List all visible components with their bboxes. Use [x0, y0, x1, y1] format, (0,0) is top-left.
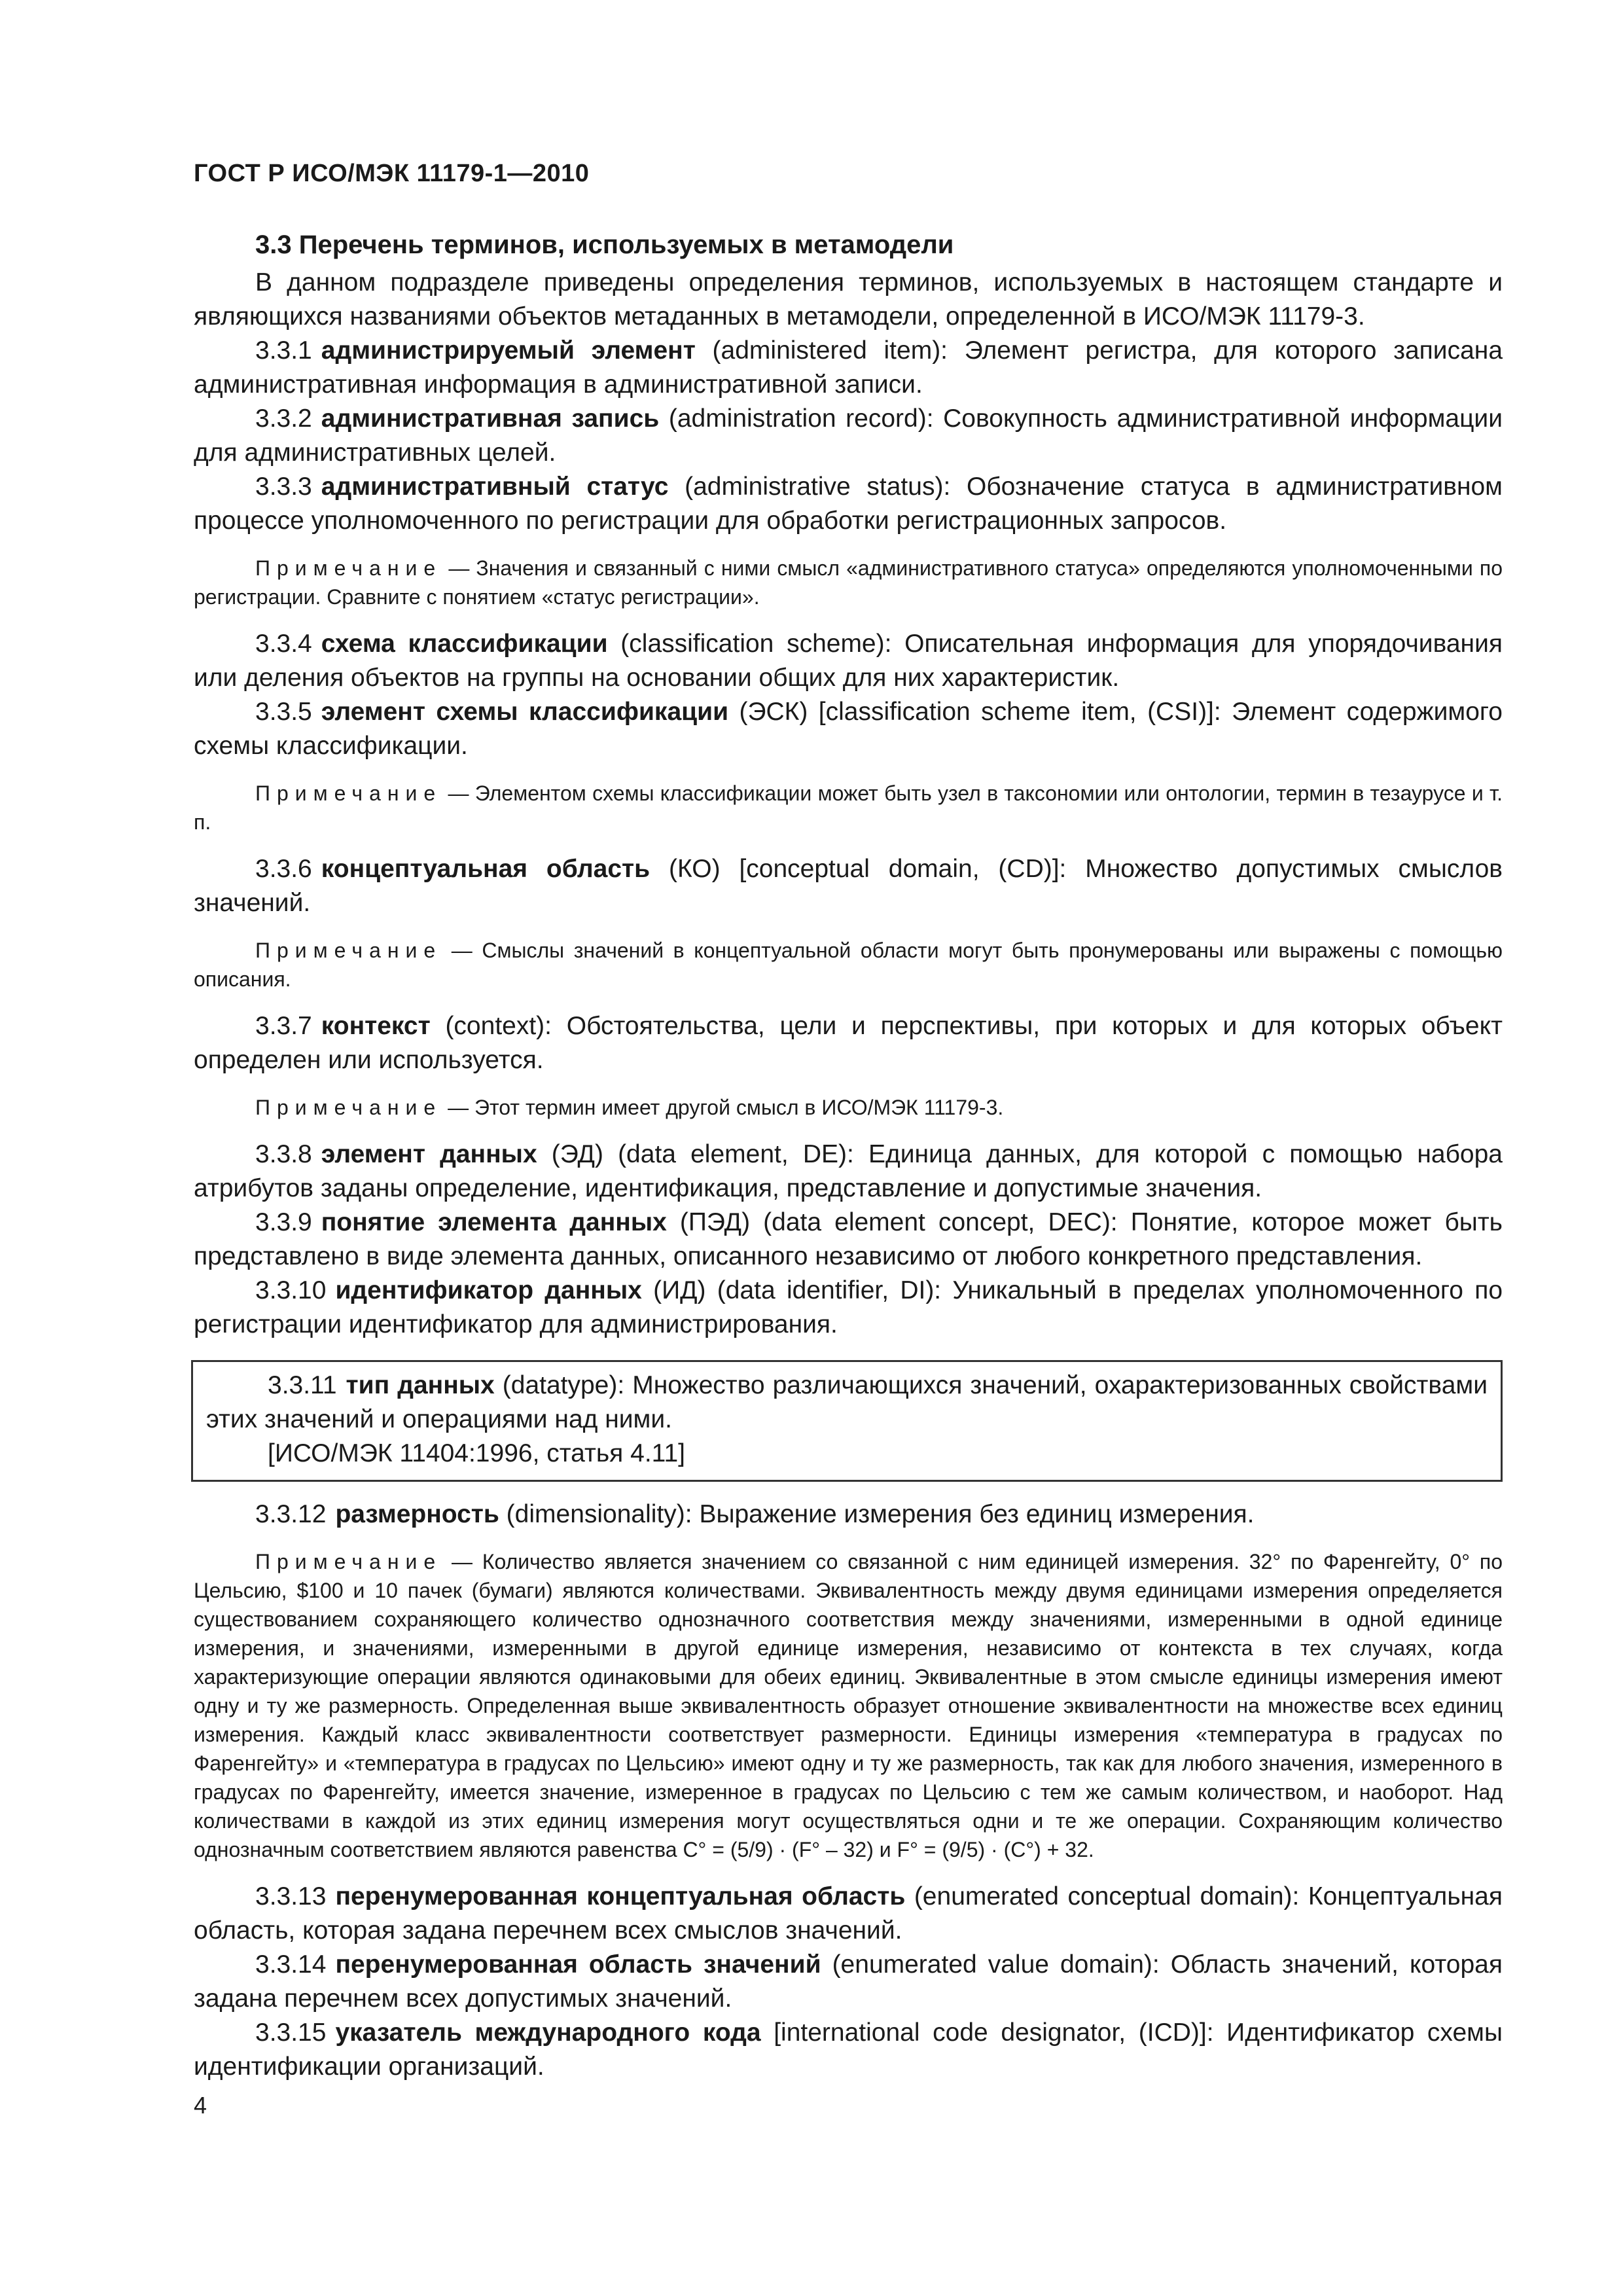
term-list: [194, 334, 1503, 2084]
term-definition: [194, 334, 1503, 402]
term-number: 3.3.2: [255, 404, 312, 433]
term-name: идентификатор данных: [335, 1276, 642, 1304]
term-text: (enumerated conceptual domain): Концептуальная область, которая задана перечнем всех смыслов значений.: [194, 1882, 1503, 1945]
term-text: (classification scheme): Описательная информация для упорядочивания или деления объектов на группы на основании общих для них характеристик.: [194, 630, 1503, 692]
term-entry: [194, 1498, 1503, 1864]
document-body: [194, 228, 1503, 2084]
term-definition: [206, 1369, 1488, 1437]
term-name: концептуальная область: [321, 855, 651, 883]
note-text: — Смыслы значений в концептуальной области могут быть пронумерованы или выражены с помощью описания.: [194, 939, 1503, 991]
term-definition: [194, 1498, 1503, 1532]
term-entry: [194, 402, 1503, 470]
term-note: [194, 779, 1503, 836]
page-number: 4: [194, 2092, 207, 2119]
term-entry: [194, 334, 1503, 402]
term-text: (ПЭД) (data element concept, DEC): Понятие, которое может быть представлено в виде элемента данных, описанного независимо от любого конкретного представления.: [194, 1208, 1503, 1270]
note-text: — Количество является значением со связанной с ним единицей измерения. 32° по Фаренгейту, 0° по Цельсию, $100 и 10 пачек (бумаги) являются количествами. Эквивалентность между двумя единицами измерения определяется существованием сохраняющего количество однозначного соответствия между значениями, измеренными в одной единице измерения, и значениями, измеренными в другой единице измерения, независимо от контекста в тех случаях, когда характеризующие операции являются одинаковыми для обеих единиц. Эквивалентные в этом смысле единицы измерения имеют одну и ту же размерность. Определенная выше эквивалентность образует отношение эквивалентности на множестве всех единиц измерения. Каждый класс эквивалентности соответствует размерности. Единицы измерения «температура в градусах по Фаренгейту» и «температура в градусах по Цельсию» имеют одну и ту же размерность, так как для любого значения, измеренного в градусах по Фаренгейту, имеется значение, измеренное в градусах по Цельсию с тем же самым количеством, и наоборот. Над количествами в каждой из этих единиц измерения могут осуществляться одни и те же операции. Сохраняющим количество однозначным соответствием являются равенства C° = (5/9) · (F° – 32) и F° = (9/5) · (C°) + 32.: [194, 1550, 1503, 1861]
term-text: (КО) [conceptual domain, (CD)]: Множество допустимых смыслов значений.: [194, 855, 1503, 917]
term-name: перенумерованная область значений: [335, 1950, 821, 1979]
term-name: элемент схемы классификации: [321, 698, 729, 726]
term-text: (administrative status): Обозначение статуса в административном процессе уполномоченного по регистрации для обработки регистрационных запросов.: [194, 473, 1503, 535]
term-number: 3.3.8: [255, 1140, 312, 1168]
term-name: понятие элемента данных: [321, 1208, 667, 1236]
term-number: 3.3.6: [255, 855, 312, 883]
term-number: 3.3.4: [255, 630, 312, 658]
note-label: Примечание: [255, 1096, 442, 1119]
term-name: элемент данных: [321, 1140, 537, 1168]
note-label: Примечание: [255, 781, 442, 805]
term-reference: [ИСО/МЭК 11404:1996, статья 4.11]: [268, 1439, 685, 1467]
term-number: 3.3.5: [255, 698, 312, 726]
term-text: (ЭД) (data element, DE): Единица данных, для которой с помощью набора атрибутов заданы определение, идентификация, представление и допустимые значения.: [194, 1140, 1503, 1202]
term-number: 3.3.7: [255, 1012, 312, 1040]
term-entry: [194, 1009, 1503, 1122]
term-entry: [194, 2016, 1503, 2084]
term-entry: [194, 1880, 1503, 1948]
term-name: указатель международного кода: [335, 2018, 761, 2047]
term-text: (ЭСК) [classification scheme item, (CSI)]: Элемент содержимого схемы классификации.: [194, 698, 1503, 760]
term-entry: [194, 695, 1503, 836]
term-definition: [194, 852, 1503, 920]
note-text: — Этот термин имеет другой смысл в ИСО/МЭК 11179-3.: [442, 1096, 1004, 1119]
term-number: 3.3.9: [255, 1208, 312, 1236]
document-header: ГОСТ Р ИСО/МЭК 11179-1—2010: [194, 160, 590, 187]
note-label: Примечание: [255, 556, 442, 580]
term-entry: [194, 470, 1503, 611]
term-name: административная запись: [321, 404, 660, 433]
note-text: — Элементом схемы классификации может быть узел в таксономии или онтологии, термин в тезаурусе и т. п.: [194, 781, 1503, 834]
term-note: [194, 554, 1503, 611]
term-text: [international code designator, (ICD)]: Идентификатор схемы идентификации организаций.: [194, 2018, 1503, 2081]
term-name: администрируемый элемент: [321, 336, 696, 365]
term-name: административный статус: [321, 473, 669, 501]
term-text: (dimensionality): Выражение измерения без единиц измерения.: [499, 1500, 1255, 1528]
term-entry: [194, 852, 1503, 994]
note-label: Примечание: [255, 939, 442, 962]
term-entry: [194, 1138, 1503, 1206]
term-name: размерность: [335, 1500, 499, 1528]
term-number: 3.3.1: [255, 336, 312, 365]
term-name: контекст: [321, 1012, 431, 1040]
term-text: (administration record): Совокупность административной информации для административных целей.: [194, 404, 1503, 467]
term-note: [194, 1093, 1503, 1122]
term-number: 3.3.11: [268, 1371, 337, 1399]
term-definition: [194, 1206, 1503, 1274]
term-definition: [194, 470, 1503, 538]
section-heading: Перечень терминов, используемых в метамодели: [298, 230, 954, 259]
term-definition: [194, 627, 1503, 695]
term-entry: [194, 1948, 1503, 2016]
term-text: (context): Обстоятельства, цели и перспективы, при которых и для которых объект определен или используется.: [194, 1012, 1503, 1074]
term-number: 3.3.12: [255, 1500, 327, 1528]
section-title: [194, 228, 1503, 262]
term-definition: [194, 1880, 1503, 1948]
term-definition: [194, 2016, 1503, 2084]
note-text: — Значения и связанный с ними смысл «административного статуса» определяются уполномоченными по регистрации. Сравните с понятием «статус регистрации».: [194, 556, 1503, 609]
term-text: (ИД) (data identifier, DI): Уникальный в пределах уполномоченного по регистрации идентификатор для администрирования.: [194, 1276, 1503, 1338]
term-name: схема классификации: [321, 630, 608, 658]
term-definition: [194, 1948, 1503, 2016]
term-definition: [194, 1274, 1503, 1342]
term-definition: [194, 1138, 1503, 1206]
term-number: 3.3.13: [255, 1882, 327, 1910]
term-definition: [194, 695, 1503, 763]
term-name: тип данных: [346, 1371, 495, 1399]
term-entry-boxed: [191, 1360, 1503, 1482]
section-intro: В данном подразделе приведены определения терминов, используемых в настоящем стандарте и являющихся названиями объектов метаданных в метамодели, определенной в ИСО/МЭК 11179-3.: [194, 268, 1503, 331]
section-number: 3.3: [255, 230, 292, 259]
term-number: 3.3.15: [255, 2018, 327, 2047]
term-entry: [194, 1274, 1503, 1342]
term-definition: [194, 402, 1503, 470]
term-text: (administered item): Элемент регистра, для которого записана административная информация в административной записи.: [194, 336, 1503, 399]
term-number: 3.3.3: [255, 473, 312, 501]
term-entry: [194, 627, 1503, 695]
term-number: 3.3.10: [255, 1276, 327, 1304]
term-text: (datatype): Множество различающихся значений, охарактеризованных свойствами этих значений и операциями над ними.: [206, 1371, 1488, 1433]
term-definition: [194, 1009, 1503, 1077]
term-number: 3.3.14: [255, 1950, 327, 1979]
term-entry: [194, 1206, 1503, 1274]
note-label: Примечание: [255, 1550, 442, 1573]
term-name: перенумерованная концептуальная область: [335, 1882, 906, 1910]
term-note: [194, 1547, 1503, 1864]
term-note: [194, 936, 1503, 994]
term-text: (enumerated value domain): Область значений, которая задана перечнем всех допустимых значений.: [194, 1950, 1503, 2013]
